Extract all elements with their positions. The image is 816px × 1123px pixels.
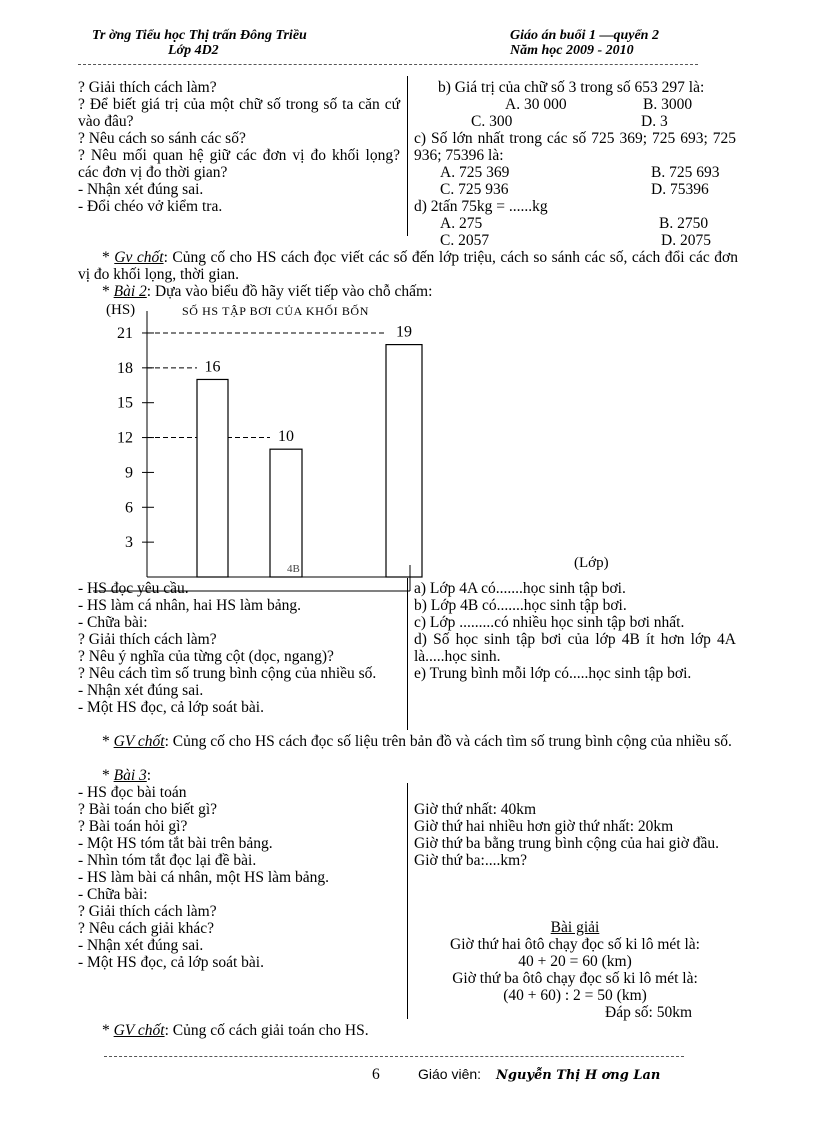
left-line: - Một HS tóm tắt bài trên bảng. bbox=[78, 835, 273, 852]
lesson-book: Giáo án buổi 1 —quyển 2 bbox=[510, 28, 659, 43]
left-line: ? Nêu cách so sánh các số? bbox=[78, 130, 246, 147]
question-line: Giờ thứ ba:....km? bbox=[414, 852, 528, 869]
y-tick-label: 21 bbox=[117, 324, 133, 342]
left-line: - Đổi chéo vở kiểm tra. bbox=[78, 198, 223, 215]
solution-block bbox=[414, 919, 736, 1021]
left-line: - Nhận xét đúng sai. bbox=[78, 937, 204, 954]
left-line: - Chữa bài: bbox=[78, 886, 148, 903]
bar-value-label: 10 bbox=[278, 428, 294, 446]
right-line: a) Lớp 4A có.......học sinh tập bơi. bbox=[414, 580, 626, 597]
bar-4C bbox=[386, 345, 422, 577]
solution-title: Bài giải bbox=[550, 919, 600, 936]
school-name: Tr ờng Tiểu học Thị trấn Đông Triều bbox=[92, 28, 307, 43]
solution-line: (40 + 60) : 2 = 50 (km) bbox=[503, 987, 647, 1004]
y-tick-label: 12 bbox=[117, 429, 133, 447]
section1-exercise-column bbox=[414, 79, 736, 249]
left-line: ? Bài toán cho biết gì? bbox=[78, 801, 218, 818]
bar-value-label: 16 bbox=[204, 358, 221, 376]
bar-value-label: 19 bbox=[396, 323, 412, 341]
chart-y-label: (HS) bbox=[106, 302, 136, 318]
y-tick-label: 18 bbox=[117, 359, 133, 377]
left-line: - HS làm bài cá nhân, một HS làm bảng. bbox=[78, 869, 329, 886]
left-line: ? Giải thích cách làm? bbox=[78, 631, 217, 648]
right-line: d) Số học sinh tập bơi của lớp 4B ít hơn lớp 4A là.....học sinh. bbox=[414, 631, 736, 665]
left-line: ? Nêu ý nghĩa của từng cột (dọc, ngang)? bbox=[78, 648, 334, 665]
section3-problem-column bbox=[414, 801, 736, 869]
category-label: 4B bbox=[287, 563, 300, 575]
left-line: - HS làm cá nhân, hai HS làm bảng. bbox=[78, 597, 301, 614]
option-c-d: D. 75396 bbox=[651, 181, 709, 198]
page-number: 6 bbox=[372, 1066, 380, 1083]
exercise-prompt: : Dựa vào biểu đồ hãy viết tiếp vào chỗ chấm: bbox=[146, 283, 433, 300]
summary-label: GV chốt bbox=[113, 733, 165, 750]
option-d-a: A. 275 bbox=[440, 215, 483, 232]
exercise-label: Bài 3 bbox=[113, 767, 147, 784]
teacher-label: Giáo viên: bbox=[418, 1066, 482, 1082]
option-d-d: D. 2075 bbox=[661, 232, 711, 249]
teacher-summary-1: * Gv chốt: Củng cố cho HS cách đọc viết các số đến lớp triệu, cách so sánh các số, cách đổi các đơn vị đo khối lọng, thời gian. bbox=[78, 249, 738, 283]
column-divider-1 bbox=[407, 76, 408, 236]
section2-exercise-column bbox=[414, 580, 736, 682]
left-line: ? Giải thích cách làm? bbox=[78, 79, 217, 96]
left-line: - Một HS đọc, cả lớp soát bài. bbox=[78, 699, 264, 716]
y-tick-label: 6 bbox=[125, 499, 133, 517]
option-c-c: C. 725 936 bbox=[440, 181, 509, 198]
chart-title: SỐ HS TẬP BƠI CỦA KHỐI BỐN bbox=[182, 304, 369, 318]
chart-x-label: (Lớp) bbox=[574, 555, 609, 571]
y-tick-label: 15 bbox=[117, 394, 133, 412]
option-b-c: C. 300 bbox=[471, 113, 513, 130]
left-line: ? Nêu mối quan hệ giữ các đơn vị đo khối lọng? các đơn vị đo thời gian? bbox=[78, 147, 400, 181]
option-b-b: B. 3000 bbox=[643, 96, 693, 113]
class-name: Lớp 4D2 bbox=[168, 43, 219, 58]
solution-line: Giờ thứ ba ôtô chạy đọc số ki lô mét là: bbox=[452, 970, 698, 987]
section3-teacher-column bbox=[78, 784, 400, 971]
question-d-stem: d) 2tấn 75kg = ......kg bbox=[414, 198, 548, 215]
footer-divider bbox=[104, 1056, 684, 1057]
y-tick-label: 3 bbox=[125, 534, 133, 552]
teacher-summary-3: * GV chốt: Củng cố cách giải toán cho HS. bbox=[102, 1022, 369, 1039]
left-line: - Chữa bài: bbox=[78, 614, 148, 631]
summary-label: GV chốt bbox=[113, 1022, 165, 1039]
summary-text: : Củng cố cho HS cách đọc số liệu trên bản đồ và cách tìm số trung bình cộng của nhiều số. bbox=[164, 733, 732, 750]
right-line: c) Lớp .........có nhiều học sinh tập bơi nhất. bbox=[414, 614, 685, 631]
solution-answer: Đáp số: 50km bbox=[605, 1004, 692, 1021]
option-c-b: B. 725 693 bbox=[651, 164, 720, 181]
option-b-d: D. 3 bbox=[641, 113, 668, 130]
given-line: Giờ thứ hai nhiều hơn giờ thứ nhất: 20km bbox=[414, 818, 674, 835]
left-line: - Nhìn tóm tắt đọc lại đề bài. bbox=[78, 852, 257, 869]
exercise-label: Bài 2 bbox=[113, 283, 147, 300]
left-line: ? Nêu cách giải khác? bbox=[78, 920, 214, 937]
option-b-a: A. 30 000 bbox=[505, 96, 567, 113]
left-line: - HS đọc yêu cầu. bbox=[78, 580, 189, 597]
left-line: - HS đọc bài toán bbox=[78, 784, 187, 801]
left-line: ? Giải thích cách làm? bbox=[78, 903, 217, 920]
right-line: b) Lớp 4B có.......học sinh tập bơi. bbox=[414, 597, 627, 614]
column-divider-2 bbox=[407, 578, 408, 730]
exercise-3-heading: * Bài 3: bbox=[102, 767, 152, 784]
y-tick-label: 9 bbox=[125, 464, 133, 482]
teacher-name: Nguyễn Thị H ơng Lan bbox=[496, 1068, 661, 1083]
left-line: - Một HS đọc, cả lớp soát bài. bbox=[78, 954, 264, 971]
section2-teacher-column bbox=[78, 580, 400, 716]
question-b-stem: b) Giá trị của chữ số 3 trong số 653 297 là: bbox=[438, 79, 705, 96]
bar-4A bbox=[197, 379, 228, 577]
left-line: ? Để biết giá trị của một chữ số trong số ta căn cứ vào đâu? bbox=[78, 96, 400, 130]
section1-teacher-column bbox=[78, 79, 400, 215]
summary-label: Gv chốt bbox=[114, 249, 164, 266]
question-c-stem: c) Số lớn nhất trong các số 725 369; 725 693; 725 936; 75396 là: bbox=[414, 130, 736, 164]
swimming-chart bbox=[90, 297, 630, 597]
option-d-c: C. 2057 bbox=[440, 232, 490, 249]
left-line: ? Nêu cách tìm số trung bình cộng của nhiều số. bbox=[78, 665, 377, 682]
bar-4B bbox=[270, 449, 302, 577]
solution-line: Giờ thứ hai ôtô chạy đọc số ki lô mét là: bbox=[450, 936, 700, 953]
header-divider bbox=[78, 64, 698, 65]
school-year: Năm học 2009 - 2010 bbox=[510, 43, 634, 58]
summary-text: : Củng cố cách giải toán cho HS. bbox=[164, 1022, 369, 1039]
given-line: Giờ thứ ba bằng trung bình cộng của hai giờ đầu. bbox=[414, 835, 720, 852]
exercise-prompt: : bbox=[146, 767, 152, 784]
left-line: ? Bài toán hỏi gì? bbox=[78, 818, 188, 835]
column-divider-3 bbox=[407, 783, 408, 1019]
option-c-a: A. 725 369 bbox=[440, 164, 510, 181]
left-line: - Nhận xét đúng sai. bbox=[78, 181, 204, 198]
option-d-b: B. 2750 bbox=[659, 215, 709, 232]
right-line: e) Trung bình mỗi lớp có.....học sinh tập bơi. bbox=[414, 665, 692, 682]
given-line: Giờ thứ nhất: 40km bbox=[414, 801, 537, 818]
left-line: - Nhận xét đúng sai. bbox=[78, 682, 204, 699]
exercise-2-heading: * Bài 2: Dựa vào biểu đồ hãy viết tiếp vào chỗ chấm: bbox=[102, 283, 433, 300]
teacher-summary-2: * GV chốt: Củng cố cho HS cách đọc số liệu trên bản đồ và cách tìm số trung bình cộng của nhiều số. bbox=[102, 733, 732, 750]
solution-line: 40 + 20 = 60 (km) bbox=[518, 953, 632, 970]
summary-text: : Củng cố cho HS cách đọc viết các số đến lớp triệu, cách so sánh các số, cách đổi các đơn vị đo khối lọng, thời gian. bbox=[78, 249, 738, 283]
